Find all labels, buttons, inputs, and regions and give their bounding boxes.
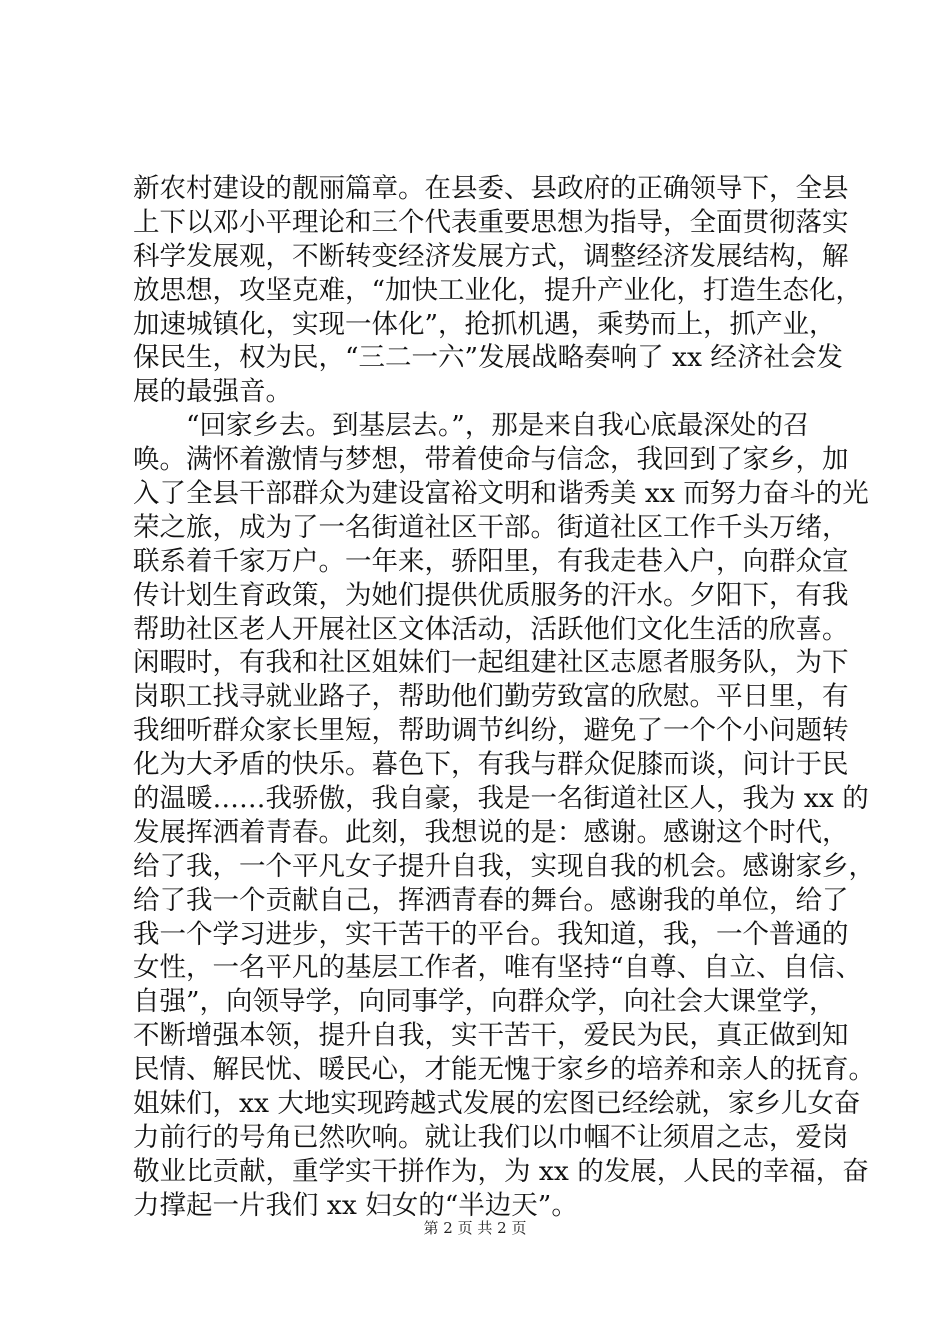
text-line: 力前行的号角已然吹响。就让我们以巾帼不让须眉之志，爱岗 — [133, 1121, 849, 1153]
text-line: 放思想，攻坚克难，“加快工业化，提升产业化，打造生态化， — [133, 274, 863, 306]
text-line: 保民生，权为民，“三二一六”发展战略奏响了 xx 经济社会发 — [133, 342, 843, 374]
text-line: 我细听群众家长里短，帮助调节纠纷，避免了一个个小问题转 — [133, 715, 849, 747]
text-line: 给了我，一个平凡女子提升自我，实现自我的机会。感谢家乡， — [133, 850, 875, 882]
text-line: 帮助社区老人开展社区文体活动，活跃他们文化生活的欣喜。 — [133, 613, 849, 645]
text-line: 上下以邓小平理论和三个代表重要思想为指导，全面贯彻落实 — [133, 206, 849, 238]
text-line: 敬业比贡献，重学实干拼作为，为 xx 的发展，人民的幸福，奋 — [133, 1155, 869, 1187]
text-line: 展的最强音。 — [133, 376, 292, 408]
text-line: 荣之旅，成为了一名街道社区干部。街道社区工作千头万绪， — [133, 511, 849, 543]
text-line: 入了全县干部群众为建设富裕文明和谐秀美 xx 而努力奋斗的光 — [133, 478, 869, 510]
text-line: 化为大矛盾的快乐。暮色下，有我与群众促膝而谈，问计于民 — [133, 749, 849, 781]
text-line: 不断增强本领，提升自我，实干苦干，爱民为民，真正做到知 — [133, 1020, 849, 1052]
text-line: 唤。满怀着激情与梦想，带着使命与信念，我回到了家乡，加 — [133, 444, 849, 476]
text-line: 女性，一名平凡的基层工作者，唯有坚持“自尊、自立、自信、 — [133, 952, 863, 984]
text-line: 闲暇时，有我和社区姐妹们一起组建社区志愿者服务队，为下 — [133, 647, 849, 679]
text-line: 联系着千家万户。一年来，骄阳里，有我走巷入户，向群众宣 — [133, 545, 849, 577]
text-line: “回家乡去。到基层去。”，那是来自我心底最深处的召 — [186, 410, 810, 442]
text-line: 科学发展观，不断转变经济发展方式，调整经济发展结构，解 — [133, 240, 849, 272]
page-footer: 第 2 页 共 2 页 — [423, 1219, 527, 1237]
text-line: 的温暖……我骄傲，我自豪，我是一名街道社区人，我为 xx 的 — [133, 783, 869, 815]
text-line: 加速城镇化，实现一体化”，抢抓机遇，乘势而上，抓产业， — [133, 308, 836, 340]
text-line: 力撑起一片我们 xx 妇女的“半边天”。 — [133, 1189, 578, 1221]
text-line: 传计划生育政策，为她们提供优质服务的汗水。夕阳下，有我 — [133, 579, 849, 611]
document-body — [133, 172, 875, 1223]
text-line: 给了我一个贡献自己，挥洒青春的舞台。感谢我的单位，给了 — [133, 884, 849, 916]
text-line: 岗职工找寻就业路子，帮助他们勤劳致富的欣慰。平日里，有 — [133, 681, 849, 713]
text-line: 我一个学习进步，实干苦干的平台。我知道，我，一个普通的 — [133, 918, 849, 950]
text-line: 民情、解民忧、暖民心，才能无愧于家乡的培养和亲人的抚育。 — [133, 1054, 875, 1086]
text-line: 新农村建设的靓丽篇章。在县委、县政府的正确领导下，全县 — [133, 173, 849, 204]
text-line: 自强”，向领导学，向同事学，向群众学，向社会大课堂学， — [133, 986, 836, 1018]
text-line: 姐妹们，xx 大地实现跨越式发展的宏图已经绘就，家乡儿女奋 — [133, 1088, 861, 1120]
text-line: 发展挥洒着青春。此刻，我想说的是：感谢。感谢这个时代， — [133, 816, 849, 848]
